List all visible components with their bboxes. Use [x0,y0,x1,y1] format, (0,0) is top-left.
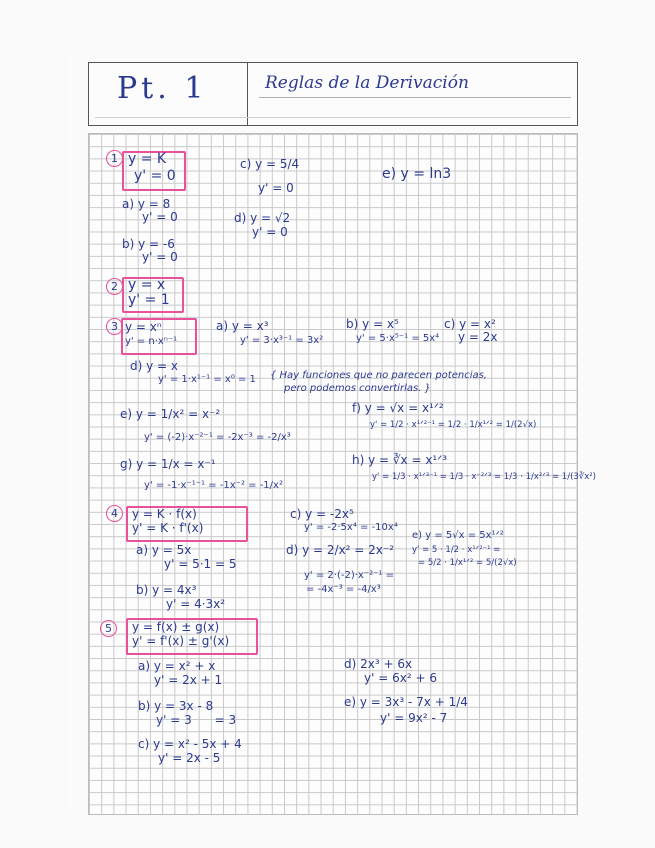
example-4b-eq: b) y = 4x³ [136,583,197,597]
example-3c-deriv: y = 2x [458,330,498,344]
note-line1: { Hay funciones que no parecen potencias, [270,370,487,381]
rule-1-line2: y' = 0 [134,168,176,184]
example-5c-deriv: y' = 2x - 5 [158,751,221,765]
example-3b-eq: b) y = x⁵ [346,317,399,331]
example-5e-eq: e) y = 3x³ - 7x + 1/4 [344,695,468,709]
example-4d-eq: d) y = 2/x² = 2x⁻² [286,543,395,557]
example-3d-deriv: y' = 1·x¹⁻¹ = x⁰ = 1 [158,374,256,385]
example-1c-eq: c) y = 5/4 [240,157,300,171]
rule-5-line2: y' = f'(x) ± g'(x) [132,634,230,648]
rule-3-line1: y = xⁿ [125,320,162,334]
example-1a-eq: a) y = 8 [122,197,171,211]
page-header [88,62,578,126]
example-1c-deriv: y' = 0 [258,181,294,195]
example-1d-deriv: y' = 0 [252,225,288,239]
example-3a-deriv: y' = 3·x³⁻¹ = 3x² [240,335,324,346]
example-5d-deriv: y' = 6x² + 6 [364,671,437,685]
example-5e-deriv: y' = 9x² - 7 [380,711,448,725]
part-title: Pt. 1 [117,71,208,106]
example-3d-eq: d) y = x [130,359,178,373]
example-4a-eq: a) y = 5x [136,543,192,557]
rule-4-line1: y = K · f(x) [132,507,197,521]
example-4e-deriv: y' = 5 · 1/2 · x¹ᐟ²⁻¹ = [412,545,501,555]
example-4e-deriv-2: = 5/2 · 1/x¹ᐟ² = 5/(2√x) [418,558,517,568]
example-4e-eq: e) y = 5√x = 5x¹ᐟ² [412,530,504,541]
rule-4-line2: y' = K · f'(x) [132,521,204,535]
example-5a-deriv: y' = 2x + 1 [154,673,223,687]
example-4c-eq: c) y = -2x⁵ [290,507,354,521]
example-4c-deriv: y' = -2·5x⁴ = -10x⁴ [304,522,398,533]
header-rule-line [259,97,571,98]
example-1b-eq: b) y = -6 [122,237,175,251]
example-3e-deriv: y' = (-2)·x⁻²⁻¹ = -2x⁻³ = -2/x³ [144,432,291,443]
header-rule-line [95,117,571,118]
example-3h-eq: h) y = ∛x = x¹ᐟ³ [352,453,448,467]
note-line2: pero podemos convertirlas. } [284,383,431,394]
section-number-1: 1 [106,150,123,167]
example-3g-deriv: y' = -1·x⁻¹⁻¹ = -1x⁻² = -1/x² [144,480,283,491]
example-1b-deriv: y' = 0 [142,250,178,264]
example-1a-deriv: y' = 0 [142,210,178,224]
section-number-3: 3 [106,318,123,335]
rule-2-line1: y = x [128,277,166,293]
example-3e-eq: e) y = 1/x² = x⁻² [120,407,221,421]
example-4b-deriv: y' = 4·3x² [166,597,226,611]
rule-1-line1: y = K [128,151,167,167]
example-3f-deriv: y' = 1/2 · x¹ᐟ²⁻¹ = 1/2 · 1/x¹ᐟ² = 1/(2√x) [370,420,537,430]
example-5c-eq: c) y = x² - 5x + 4 [138,737,242,751]
rule-5-line1: y = f(x) ± g(x) [132,620,220,634]
example-3g-eq: g) y = 1/x = x⁻¹ [120,457,216,471]
example-4a-deriv: y' = 5·1 = 5 [164,557,237,571]
example-4d-deriv-2: = -4x⁻³ = -4/x³ [306,584,381,595]
example-3b-deriv: y' = 5·x⁵⁻¹ = 5x⁴ [356,333,440,344]
example-3h-deriv: y' = 1/3 · x¹ᐟ³⁻¹ = 1/3 · x⁻²ᐟ³ = 1/3 · 1/x²ᐟ³ = 1/(3∛x²) [372,472,596,482]
example-4d-deriv: y' = 2·(-2)·x⁻²⁻¹ = [304,570,394,581]
example-1e-eq: e) y = ln3 [382,166,452,182]
example-3a-eq: a) y = x³ [216,319,269,333]
section-number-4: 4 [106,505,123,522]
example-3f-eq: f) y = √x = x¹ᐟ² [352,401,444,415]
example-5b-eq: b) y = 3x - 8 [138,699,214,713]
example-5a-eq: a) y = x² + x [138,659,216,673]
section-number-2: 2 [106,278,123,295]
header-divider [247,63,248,125]
example-1d-eq: d) y = √2 [234,211,291,225]
example-5b-deriv: y' = 3 = 3 [156,713,237,727]
rule-2-line2: y' = 1 [128,292,170,308]
topic-title: Reglas de la Derivación [265,73,469,93]
section-number-5: 5 [100,620,117,637]
example-3c-eq: c) y = x² [444,317,496,331]
example-5d-eq: d) 2x³ + 6x [344,657,413,671]
rule-3-line2: y' = n·xⁿ⁻¹ [125,336,178,347]
